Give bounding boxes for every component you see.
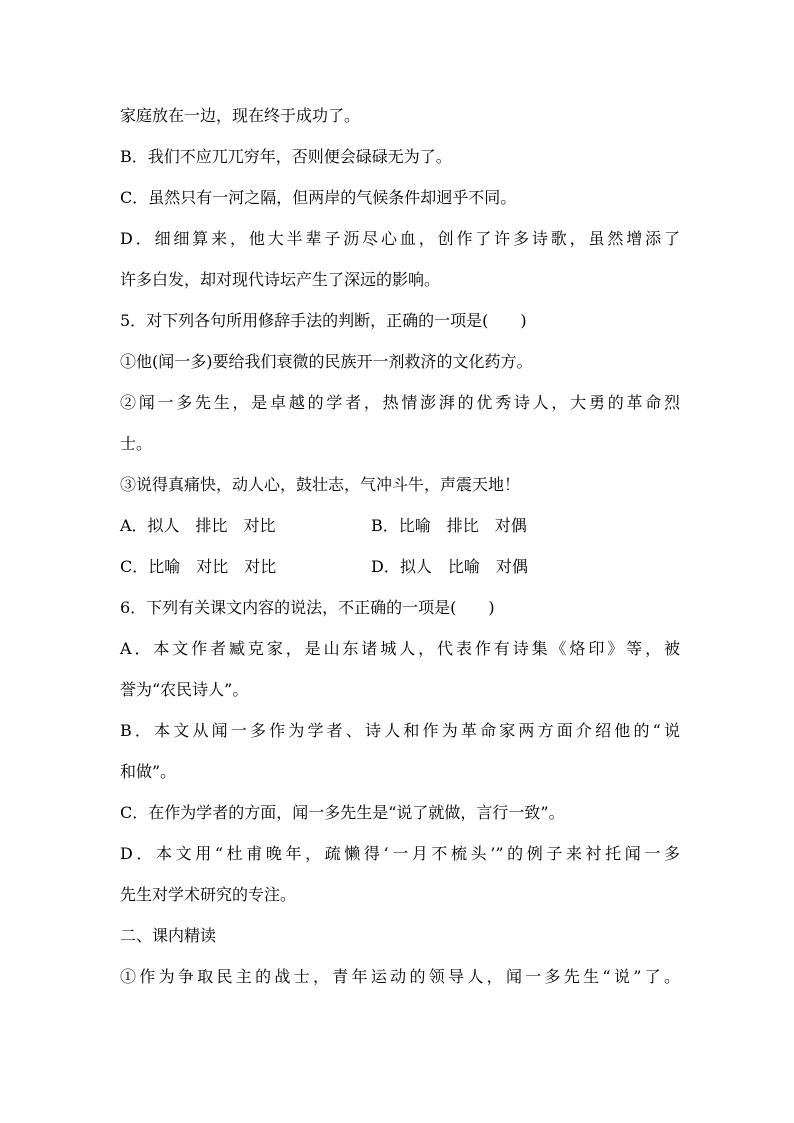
q5-options-row-1 [120, 511, 680, 552]
question-6-stem: 6．下列有关课文内容的说法，不正确的一项是( ) [120, 598, 495, 617]
q6-option-a-cont: 誉为“农民诗人”。 [120, 680, 249, 699]
q5-options-row-2 [120, 552, 680, 593]
document-body [120, 101, 680, 1003]
option-c-line: C．虽然只有一河之隔，但两岸的气候条件却迥乎不同。 [120, 188, 517, 207]
section-heading-reading: 二、课内精读 [120, 926, 217, 945]
q5-sentence-2-cont: 士。 [120, 434, 153, 453]
q5-option-a: A．拟人 排比 对比 [120, 516, 276, 535]
option-b-line: B．我们不应兀兀穷年，否则便会碌碌无为了。 [120, 147, 452, 166]
q6-option-c: C．在作为学者的方面，闻一多先生是“说了就做，言行一致”。 [120, 803, 565, 822]
text-line-continuation: 家庭放在一边，现在终于成功了。 [120, 106, 361, 125]
option-d-line-cont: 许多白发，却对现代诗坛产生了深远的影响。 [120, 270, 441, 289]
q5-option-d: D．拟人 比喻 对偶 [371, 557, 528, 576]
q5-option-c: C．比喻 对比 对比 [120, 557, 277, 576]
question-5-stem: 5．对下列各句所用修辞手法的判断，正确的一项是( ) [120, 311, 527, 330]
q6-option-b-cont: 和做”。 [120, 762, 177, 781]
reading-paragraph-1: ①作为争取民主的战士，青年运动的领导人，闻一多先生“说”了。 [120, 967, 680, 986]
q5-option-b: B．比喻 排比 对偶 [371, 516, 527, 535]
q6-option-a: A．本文作者臧克家，是山东诸城人，代表作有诗集《烙印》等，被 [120, 639, 680, 658]
q6-option-b: B．本文从闻一多作为学者、诗人和作为革命家两方面介绍他的“说 [120, 721, 680, 740]
q6-option-d-cont: 先生对学术研究的专注。 [120, 885, 297, 904]
q5-sentence-3: ③说得真痛快，动人心，鼓壮志，气冲斗牛，声震天地！ [120, 475, 521, 494]
q6-option-d: D．本文用“杜甫晚年，疏懒得‘一月不梳头’”的例子来衬托闻一多 [120, 844, 680, 863]
q5-sentence-2: ②闻一多先生，是卓越的学者，热情澎湃的优秀诗人，大勇的革命烈 [120, 393, 680, 412]
q5-sentence-1: ①他(闻一多)要给我们衰微的民族开一剂救济的文化药方。 [120, 352, 533, 371]
option-d-line: D．细细算来，他大半辈子沥尽心血，创作了许多诗歌，虽然增添了 [120, 229, 680, 248]
